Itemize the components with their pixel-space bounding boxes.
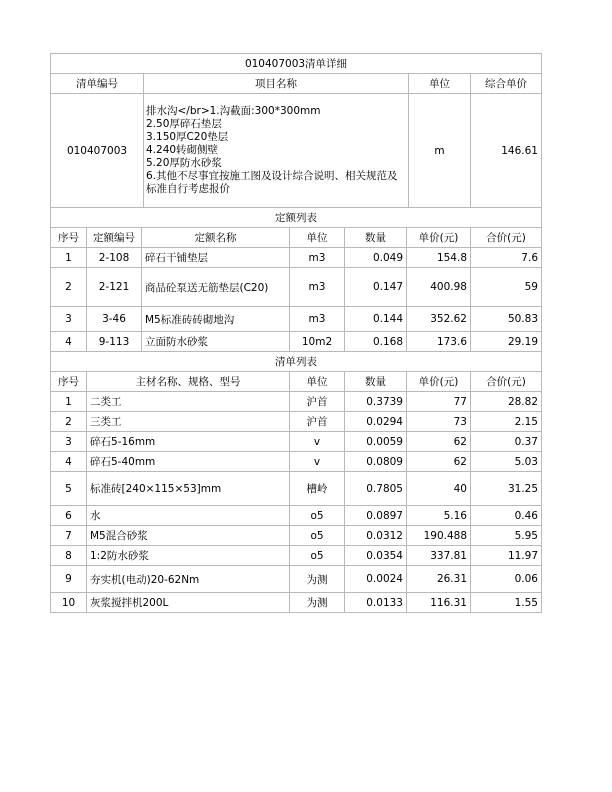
quota-unit: m3 <box>290 307 345 332</box>
table-title: 010407003清单详细 <box>51 54 542 74</box>
material-price: 77 <box>407 392 471 412</box>
desc-line: 6.其他不尽事宜按施工图及设计综合说明、相关规范及标准自行考虑报价 <box>146 170 398 195</box>
material-unit: 槽岭 <box>290 472 345 506</box>
quota-qty: 0.147 <box>345 268 407 307</box>
material-row <box>51 412 542 432</box>
material-total: 31.25 <box>471 472 542 506</box>
quota-seq: 2 <box>51 268 87 307</box>
material-header-name: 主材名称、规格、型号 <box>87 372 290 392</box>
quota-price: 173.6 <box>407 332 471 352</box>
material-header-total: 合价(元) <box>471 372 542 392</box>
material-qty: 0.0059 <box>345 432 407 452</box>
material-total: 11.97 <box>471 546 542 566</box>
material-qty: 0.0024 <box>345 566 407 593</box>
material-row <box>51 593 542 613</box>
quota-qty: 0.168 <box>345 332 407 352</box>
material-name: 二类工 <box>87 392 290 412</box>
quota-total: 50.83 <box>471 307 542 332</box>
quota-price: 400.98 <box>407 268 471 307</box>
item-unit: m <box>409 94 471 208</box>
material-qty: 0.0897 <box>345 506 407 526</box>
material-qty: 0.0294 <box>345 412 407 432</box>
material-row <box>51 566 542 593</box>
quota-row <box>51 307 542 332</box>
material-price: 337.81 <box>407 546 471 566</box>
quota-seq: 4 <box>51 332 87 352</box>
quota-unit: m3 <box>290 268 345 307</box>
material-unit: o5 <box>290 546 345 566</box>
material-total: 2.15 <box>471 412 542 432</box>
material-seq: 5 <box>51 472 87 506</box>
material-header-seq: 序号 <box>51 372 87 392</box>
material-price: 62 <box>407 452 471 472</box>
quota-row <box>51 248 542 268</box>
header-price: 综合单价 <box>471 74 542 94</box>
material-seq: 2 <box>51 412 87 432</box>
material-name: 三类工 <box>87 412 290 432</box>
quota-total: 59 <box>471 268 542 307</box>
material-row <box>51 392 542 412</box>
desc-line: 排水沟</br>1.沟截面:300*300mm <box>146 105 321 117</box>
material-seq: 9 <box>51 566 87 593</box>
material-row <box>51 432 542 452</box>
quota-header-code: 定额编号 <box>87 228 142 248</box>
item-price: 146.61 <box>471 94 542 208</box>
quota-name: M5标准砖砖砌地沟 <box>142 307 290 332</box>
material-total: 0.37 <box>471 432 542 452</box>
quota-unit: m3 <box>290 248 345 268</box>
item-description <box>144 94 409 208</box>
material-name: 夯实机(电动)20-62Nm <box>87 566 290 593</box>
desc-line: 2.50厚碎石垫层 <box>146 118 222 130</box>
quota-header-total: 合价(元) <box>471 228 542 248</box>
quota-total: 29.19 <box>471 332 542 352</box>
material-price: 62 <box>407 432 471 452</box>
material-name: 1:2防水砂浆 <box>87 546 290 566</box>
quota-code: 3-46 <box>87 307 142 332</box>
material-seq: 8 <box>51 546 87 566</box>
quota-header-name: 定额名称 <box>142 228 290 248</box>
material-row <box>51 526 542 546</box>
material-name: M5混合砂浆 <box>87 526 290 546</box>
quota-seq: 1 <box>51 248 87 268</box>
material-unit: 为测 <box>290 593 345 613</box>
material-section-title: 清单列表 <box>51 352 542 372</box>
material-row <box>51 452 542 472</box>
material-unit: o5 <box>290 526 345 546</box>
bill-item-table <box>50 53 542 208</box>
material-unit: 为测 <box>290 566 345 593</box>
material-qty: 0.0133 <box>345 593 407 613</box>
desc-line: 5.20厚防水砂浆 <box>146 157 222 169</box>
header-code: 清单编号 <box>51 74 144 94</box>
quota-name: 立面防水砂浆 <box>142 332 290 352</box>
material-total: 0.06 <box>471 566 542 593</box>
quota-header-seq: 序号 <box>51 228 87 248</box>
desc-line: 4.240转砌侧壁 <box>146 144 219 156</box>
material-total: 1.55 <box>471 593 542 613</box>
material-unit: 沪首 <box>290 392 345 412</box>
material-total: 0.46 <box>471 506 542 526</box>
material-qty: 0.7805 <box>345 472 407 506</box>
material-name: 碎石5-40mm <box>87 452 290 472</box>
material-seq: 3 <box>51 432 87 452</box>
quota-header-price: 单价(元) <box>407 228 471 248</box>
material-seq: 7 <box>51 526 87 546</box>
quota-price: 154.8 <box>407 248 471 268</box>
material-row <box>51 546 542 566</box>
quota-header-unit: 单位 <box>290 228 345 248</box>
material-qty: 0.0809 <box>345 452 407 472</box>
material-price: 116.31 <box>407 593 471 613</box>
material-price: 40 <box>407 472 471 506</box>
quota-row <box>51 268 542 307</box>
quota-code: 9-113 <box>87 332 142 352</box>
material-price: 73 <box>407 412 471 432</box>
quota-unit: 10m2 <box>290 332 345 352</box>
quota-seq: 3 <box>51 307 87 332</box>
item-code: 010407003 <box>51 94 144 208</box>
material-seq: 10 <box>51 593 87 613</box>
material-total: 5.03 <box>471 452 542 472</box>
quota-section-title: 定额列表 <box>51 208 542 228</box>
material-row <box>51 472 542 506</box>
material-unit: 沪首 <box>290 412 345 432</box>
material-unit: v <box>290 432 345 452</box>
material-total: 28.82 <box>471 392 542 412</box>
quota-qty: 0.144 <box>345 307 407 332</box>
header-name: 项目名称 <box>144 74 409 94</box>
desc-line: 3.150厚C20垫层 <box>146 131 229 143</box>
material-seq: 1 <box>51 392 87 412</box>
quota-total: 7.6 <box>471 248 542 268</box>
material-header-price: 单价(元) <box>407 372 471 392</box>
material-unit: o5 <box>290 506 345 526</box>
material-seq: 4 <box>51 452 87 472</box>
quota-code: 2-108 <box>87 248 142 268</box>
material-name: 灰浆搅拌机200L <box>87 593 290 613</box>
quota-qty: 0.049 <box>345 248 407 268</box>
material-seq: 6 <box>51 506 87 526</box>
quota-name: 商品砼泵送无筋垫层(C20) <box>142 268 290 307</box>
material-qty: 0.0354 <box>345 546 407 566</box>
detail-table <box>50 207 542 613</box>
material-name: 碎石5-16mm <box>87 432 290 452</box>
material-price: 5.16 <box>407 506 471 526</box>
material-name: 水 <box>87 506 290 526</box>
material-unit: v <box>290 452 345 472</box>
material-name: 标准砖[240×115×53]mm <box>87 472 290 506</box>
material-price: 26.31 <box>407 566 471 593</box>
material-header-qty: 数量 <box>345 372 407 392</box>
quota-row <box>51 332 542 352</box>
quota-price: 352.62 <box>407 307 471 332</box>
material-price: 190.488 <box>407 526 471 546</box>
quota-name: 碎石干铺垫层 <box>142 248 290 268</box>
material-qty: 0.0312 <box>345 526 407 546</box>
quota-code: 2-121 <box>87 268 142 307</box>
quota-header-qty: 数量 <box>345 228 407 248</box>
material-total: 5.95 <box>471 526 542 546</box>
material-qty: 0.3739 <box>345 392 407 412</box>
material-header-unit: 单位 <box>290 372 345 392</box>
header-unit: 单位 <box>409 74 471 94</box>
material-row <box>51 506 542 526</box>
